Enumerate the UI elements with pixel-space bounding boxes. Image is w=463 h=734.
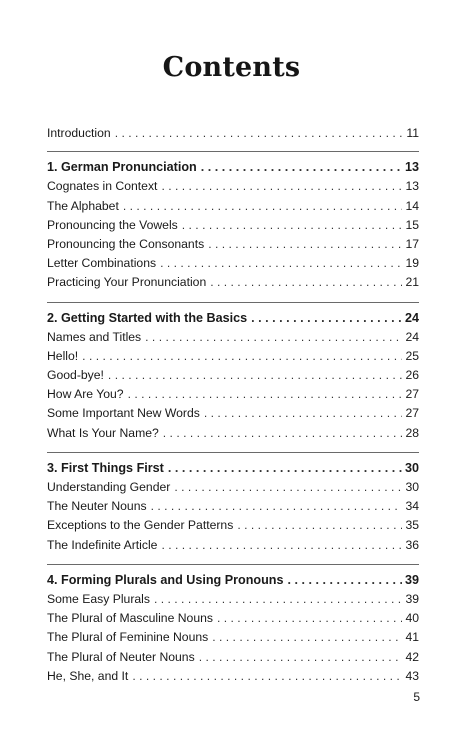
dot-leader: [201, 158, 402, 177]
toc-entry: [47, 536, 419, 555]
chapter-heading-page: 30: [404, 460, 419, 475]
dot-leader: [182, 216, 403, 235]
chapter-heading-label: 1. German Pronunciation: [47, 160, 197, 175]
toc-entry-label: The Indefinite Article: [47, 537, 158, 552]
page-number: 5: [413, 690, 420, 704]
toc-entry-label: The Neuter Nouns: [47, 499, 147, 514]
toc-entry-label: Pronouncing the Vowels: [47, 217, 178, 232]
toc-entry-label: How Are You?: [47, 387, 124, 402]
table-of-contents: [47, 124, 419, 686]
dot-leader: [108, 366, 403, 385]
toc-entry: [47, 273, 419, 292]
toc-entry-page: 25: [405, 348, 419, 363]
dot-leader: [161, 177, 402, 196]
toc-entry-page: 42: [405, 649, 419, 664]
toc-entry-label: Names and Titles: [47, 329, 142, 344]
toc-entry: [47, 385, 419, 404]
toc-entry-page: 30: [405, 480, 419, 494]
toc-entry-label: Good-bye!: [47, 368, 104, 383]
toc-entry: [47, 667, 419, 686]
toc-entry: [47, 235, 419, 254]
toc-entry-page: 26: [405, 368, 419, 383]
dot-leader: [132, 667, 402, 686]
chapter-heading-label: 4. Forming Plurals and Using Pronouns: [47, 572, 284, 587]
toc-entry-page: 13: [405, 179, 419, 194]
toc-entry: [47, 590, 419, 609]
section-divider: [47, 452, 419, 453]
chapter-heading: [47, 571, 419, 590]
dot-leader: [115, 124, 404, 143]
toc-entry: [47, 628, 419, 647]
dot-leader: [145, 328, 402, 347]
dot-leader: [288, 571, 402, 590]
toc-entry-page: 27: [405, 387, 419, 402]
dot-leader: [168, 459, 402, 478]
toc-entry: [47, 366, 419, 385]
toc-entry-label: Exceptions to the Gender Patterns: [47, 518, 234, 533]
dot-leader: [123, 197, 403, 216]
toc-entry-page: 34: [405, 499, 419, 514]
dot-leader: [82, 347, 402, 366]
toc-entry: [47, 648, 419, 667]
dot-leader: [237, 516, 402, 535]
chapter-heading: [47, 459, 419, 478]
toc-entry-page: 43: [405, 668, 419, 683]
toc-entry-label: Practicing Your Pronunciation: [47, 275, 207, 290]
toc-entry-label: Some Important New Words: [47, 406, 200, 421]
toc-entry-label: What Is Your Name?: [47, 425, 159, 440]
dot-leader: [161, 536, 402, 555]
toc-entry: [47, 404, 419, 423]
toc-entry-page: 36: [405, 537, 419, 552]
dot-leader: [174, 478, 402, 497]
toc-entry-label: Hello!: [47, 348, 79, 363]
dot-leader: [128, 385, 403, 404]
toc-entry: [47, 424, 419, 443]
toc-entry-label: Understanding Gender: [47, 480, 171, 494]
dot-leader: [208, 235, 402, 254]
toc-entry-page: 19: [405, 256, 419, 271]
toc-entry-label: Some Easy Plurals: [47, 591, 150, 606]
toc-entry-page: 15: [405, 217, 419, 232]
toc-entry: [47, 516, 419, 535]
toc-entry-label: The Alphabet: [47, 198, 119, 213]
toc-entry-page: 27: [405, 406, 419, 421]
toc-entry: [47, 609, 419, 628]
toc-entry-page: 14: [405, 198, 419, 213]
section-divider: [47, 302, 419, 303]
chapter-heading-page: 39: [404, 572, 419, 587]
toc-entry-page: 17: [405, 236, 419, 251]
toc-entry-label: Cognates in Context: [47, 179, 158, 194]
toc-entry-label: He, She, and It: [47, 668, 129, 683]
chapter-heading-page: 13: [404, 160, 419, 175]
toc-entry-page: 21: [405, 275, 419, 290]
toc-entry-page: 28: [405, 425, 419, 440]
section-divider: [47, 151, 419, 152]
toc-entry: [47, 254, 419, 273]
toc-entry-label: The Plural of Masculine Nouns: [47, 611, 213, 626]
toc-entry-label: Letter Combinations: [47, 256, 157, 271]
toc-entry: [47, 347, 419, 366]
section-divider: [47, 564, 419, 565]
toc-entry-page: 39: [405, 591, 419, 606]
chapter-heading-label: 2. Getting Started with the Basics: [47, 310, 248, 325]
dot-leader: [199, 648, 403, 667]
toc-entry-label: The Plural of Neuter Nouns: [47, 649, 195, 664]
dot-leader: [163, 424, 403, 443]
toc-entry: [47, 216, 419, 235]
dot-leader: [217, 609, 402, 628]
toc-entry-page: 40: [405, 611, 419, 626]
toc-entry-page: 41: [405, 630, 419, 645]
chapter-heading-page: 24: [404, 310, 419, 325]
chapter-heading-label: 3. First Things First: [47, 460, 164, 475]
page-title: Contents: [162, 52, 301, 83]
toc-entry: [47, 177, 419, 196]
toc-entry: [47, 197, 419, 216]
toc-entry-label: Pronouncing the Consonants: [47, 236, 205, 251]
dot-leader: [160, 254, 402, 273]
dot-leader: [212, 628, 402, 647]
toc-entry-page: 11: [406, 126, 419, 140]
toc-entry-introduction: [47, 124, 419, 143]
toc-entry: [47, 328, 419, 347]
toc-entry-label: The Plural of Feminine Nouns: [47, 630, 209, 645]
dot-leader: [204, 404, 403, 423]
toc-entry-page: 24: [405, 329, 419, 344]
toc-entry: [47, 497, 419, 516]
toc-entry-page: 35: [405, 518, 419, 533]
dot-leader: [251, 309, 402, 328]
toc-entry-label: Introduction: [47, 126, 111, 140]
chapter-heading: [47, 158, 419, 177]
chapter-heading: [47, 309, 419, 328]
dot-leader: [151, 497, 403, 516]
toc-entry: [47, 478, 419, 497]
dot-leader: [210, 273, 402, 292]
dot-leader: [154, 590, 402, 609]
